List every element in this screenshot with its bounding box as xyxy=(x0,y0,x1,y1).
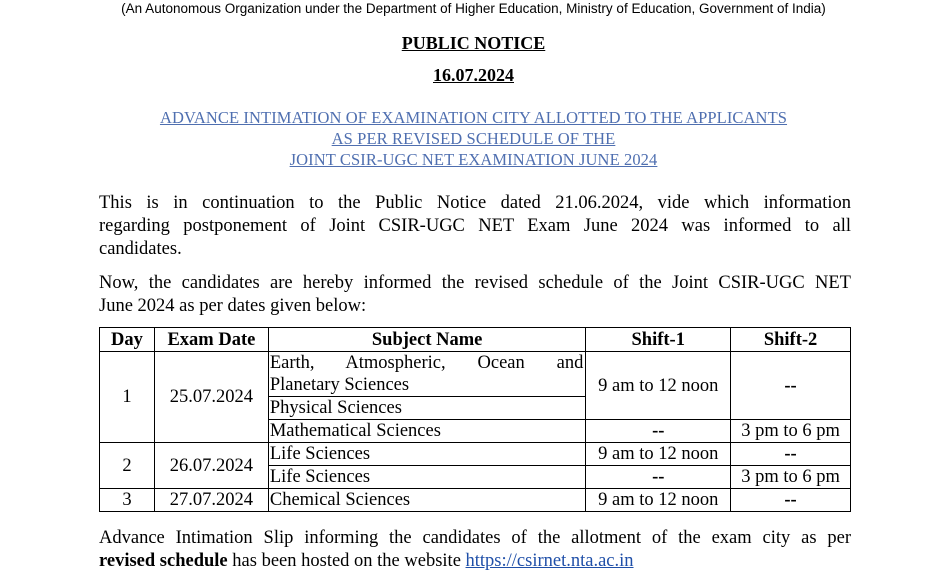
heading-line-2: AS PER REVISED SCHEDULE OF THE xyxy=(331,129,616,148)
notice-title: PUBLIC NOTICE xyxy=(401,33,546,53)
shift1-cell: -- xyxy=(586,466,731,489)
date-cell: 25.07.2024 xyxy=(154,352,268,443)
paragraph1-line1: This is in continuation to the Public Notice dated 21.06.2024, vide which information xyxy=(99,193,851,213)
subject-cell: Mathematical Sciences xyxy=(268,420,586,443)
paragraph1-line2: regarding postponement of Joint CSIR-UGC NET Exam June 2024 was informed to all xyxy=(99,216,851,236)
date-cell: 27.07.2024 xyxy=(154,489,268,512)
day-cell: 3 xyxy=(100,489,155,512)
subject-cell: Life Sciences xyxy=(268,466,586,489)
subject-cell: Physical Sciences xyxy=(268,397,586,420)
subject-cell: Chemical Sciences xyxy=(268,489,586,512)
notice-date: 16.07.2024 xyxy=(433,65,514,85)
shift1-cell: -- xyxy=(586,420,731,443)
paragraph-advance-intimation xyxy=(99,527,851,573)
shift2-cell: 3 pm to 6 pm xyxy=(731,420,851,443)
header-exam-date: Exam Date xyxy=(154,328,268,352)
heading-line-3: JOINT CSIR-UGC NET EXAMINATION JUNE 2024 xyxy=(289,150,658,169)
subject-earth-line2: Planetary Sciences xyxy=(269,375,410,395)
paragraph-continuation xyxy=(99,192,851,261)
shift2-cell: -- xyxy=(731,443,851,466)
shift1-cell: 9 am to 12 noon xyxy=(586,352,731,420)
schedule-table xyxy=(99,327,851,512)
table-row xyxy=(100,443,851,466)
subject-earth-line1: Earth, Atmospheric, Ocean and xyxy=(269,353,584,373)
header-shift-2: Shift-2 xyxy=(731,328,851,352)
paragraph2-line1: Now, the candidates are hereby informed the revised schedule of the Joint CSIR-UGC NET xyxy=(99,273,851,293)
revised-schedule-bold: revised schedule xyxy=(99,551,228,571)
shift1-cell: 9 am to 12 noon xyxy=(586,489,731,512)
day-cell: 2 xyxy=(100,443,155,489)
paragraph-schedule-intro xyxy=(99,272,851,318)
shift2-cell: -- xyxy=(731,352,851,420)
paragraph1-line3: candidates. xyxy=(99,239,182,259)
day-cell: 1 xyxy=(100,352,155,443)
organization-line: (An Autonomous Organization under the Department of Higher Education, Ministry of Education, Government of India) xyxy=(121,1,826,16)
date-cell: 26.07.2024 xyxy=(154,443,268,489)
header-subject-name: Subject Name xyxy=(268,328,586,352)
subject-cell xyxy=(268,352,586,397)
table-row xyxy=(100,352,851,397)
paragraph3-line2-text: has been hosted on the website xyxy=(227,551,466,571)
paragraph3-line2 xyxy=(99,550,851,573)
heading-line-1: ADVANCE INTIMATION OF EXAMINATION CITY ALLOTTED TO THE APPLICANTS xyxy=(159,108,788,127)
table-header-row xyxy=(100,328,851,352)
header-shift-1: Shift-1 xyxy=(586,328,731,352)
paragraph3-line1: Advance Intimation Slip informing the candidates of the allotment of the exam city as per xyxy=(99,528,851,548)
shift1-cell: 9 am to 12 noon xyxy=(586,443,731,466)
paragraph2-line2: June 2024 as per dates given below: xyxy=(99,296,367,316)
csirnet-website-link[interactable]: https://csirnet.nta.ac.in xyxy=(465,551,634,571)
subject-cell: Life Sciences xyxy=(268,443,586,466)
shift2-cell: -- xyxy=(731,489,851,512)
table-row xyxy=(100,489,851,512)
shift2-cell: 3 pm to 6 pm xyxy=(731,466,851,489)
header-day: Day xyxy=(100,328,155,352)
